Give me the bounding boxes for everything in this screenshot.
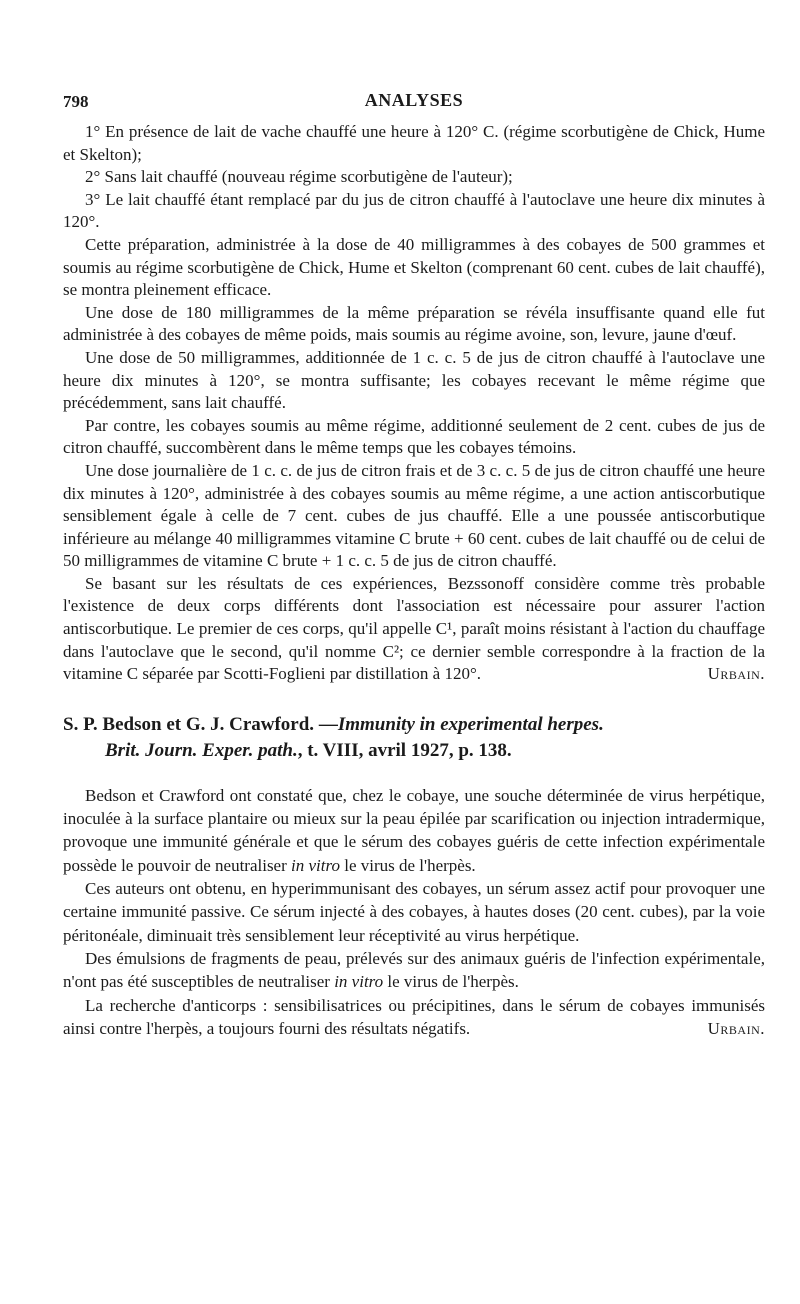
latin-term: in vitro xyxy=(291,855,340,875)
citation-heading xyxy=(63,712,765,738)
page-header xyxy=(63,88,765,118)
citation-authors: S. P. Bedson et G. J. Crawford. xyxy=(63,713,315,735)
paragraph-with-signature xyxy=(63,994,765,1041)
citation-source xyxy=(63,738,765,764)
paragraph: 1° En présence de lait de vache chauffé une heure à 120° C. (régime scorbutigène de Chick, Hume et Skelton); xyxy=(63,122,765,164)
paragraph-text: La recherche d'anticorps : sensibilisatrices ou précipitines, dans le sérum de cobayes immunisés ainsi contre l'herpès, a toujours fourni des résultats négatifs. xyxy=(63,995,765,1038)
paragraph-text: Bedson et Crawford ont constaté que, chez le cobaye, une souche déterminée de virus herpétique, inoculée à la surface plantaire ou mieux sur la peau épilée par scarification ou injection intradermique, provoque une immunité générale et que le sérum des cobayes guéris de cette infection expérimentale possède le pouvoir de neutraliser xyxy=(63,785,765,875)
paragraph xyxy=(63,784,765,877)
citation-details: , t. VIII, avril 1927, p. 138. xyxy=(297,739,512,761)
citation-dash: — xyxy=(314,713,338,735)
article-citation xyxy=(63,712,765,764)
paragraph: Une dose journalière de 1 c. c. de jus de citron frais et de 3 c. c. 5 de jus de citron chauffé une heure dix minutes à 120°, administrée à des cobayes soumis au même régime, a une action antiscorbutique sensiblement égale à celle de 7 cent. cubes de jus chauffé. Elle a une poussée antiscorbutique inférieure au mélange 40 milligrammes vitamine C brute + 60 cent. cubes de lait chauffé ou de celui de 50 milligrammes de vitamine C brute + 1 c. c. 5 de jus de citron chauffé. xyxy=(63,460,765,571)
paragraph: Ces auteurs ont obtenu, en hyperimmunisant des cobayes, un sérum assez actif pour provoquer une certaine immunité passive. Ce sérum injecté à des cobayes, à hautes doses (20 cent. cubes), par la voie péritonéale, diminuait très sensiblement leur réceptivité au virus herpétique. xyxy=(63,879,765,945)
latin-term: in vitro xyxy=(334,972,384,992)
paragraph-text: Des émulsions de fragments de peau, prélevés sur des animaux guéris de l'infection expérimentale, n'ont pas été susceptibles de neutraliser xyxy=(63,948,765,992)
paragraph: 2° Sans lait chauffé (nouveau régime scorbutigène de l'auteur); xyxy=(85,167,513,187)
paragraph: Par contre, les cobayes soumis au même régime, additionné seulement de 2 cent. cubes de jus de citron chauffé, succombèrent dans le même temps que les cobayes témoins. xyxy=(63,415,765,458)
journal-page xyxy=(63,88,765,1040)
page-number: 798 xyxy=(63,92,89,111)
paragraph xyxy=(63,947,765,994)
paragraph-text: Se basant sur les résultats de ces expériences, Bezssonoff considère comme très probable l'existence de deux corps différents dont l'association est nécessaire pour assurer l'action antiscorbutique. Le premier de ces corps, qu'il appelle C¹, paraît moins résistant à l'action du chauffage dans l'autoclave que le second, qu'il nomme C²; ce dernier semble correspondre à la fraction de la vitamine C séparée par Scotti-Foglieni par distillation à 120°. xyxy=(63,573,765,684)
running-head: ANALYSES xyxy=(364,90,464,110)
paragraph: Cette préparation, administrée à la dose de 40 milligrammes à des cobayes de 500 grammes et soumis au régime scorbutigène de Chick, Hume et Skelton (comprenant 60 cent. cubes de lait chauffé), se montra pleinement efficace. xyxy=(63,234,765,300)
paragraph: Une dose de 50 milligrammes, additionnée de 1 c. c. 5 de jus de citron chauffé à l'autoclave une heure dix minutes à 120°, se montra suffisante; les cobayes recevant le même régime que précédemment, sans lait chauffé. xyxy=(63,347,765,413)
author-signature: Urbain. xyxy=(707,1018,765,1038)
citation-title: Immunity in experimental herpes. xyxy=(337,713,604,735)
paragraph-text: le virus de l'herpès. xyxy=(383,972,519,992)
paragraph-text: le virus de l'herpès. xyxy=(339,855,476,875)
paragraph: 3° Le lait chauffé étant remplacé par du jus de citron chauffé à l'autoclave une heure dix minutes à 120°. xyxy=(63,189,765,232)
abstract-body xyxy=(63,784,765,1040)
citation-journal: Brit. Journ. Exper. path. xyxy=(105,739,298,761)
author-signature: Urbain. xyxy=(707,664,765,684)
abstract-continuation xyxy=(63,121,765,686)
paragraph: Une dose de 180 milligrammes de la même préparation se révéla insuffisante quand elle fut administrée à des cobayes de même poids, mais soumis au régime avoine, son, levure, jaune d'œuf. xyxy=(63,302,765,345)
paragraph-with-signature xyxy=(63,573,765,686)
